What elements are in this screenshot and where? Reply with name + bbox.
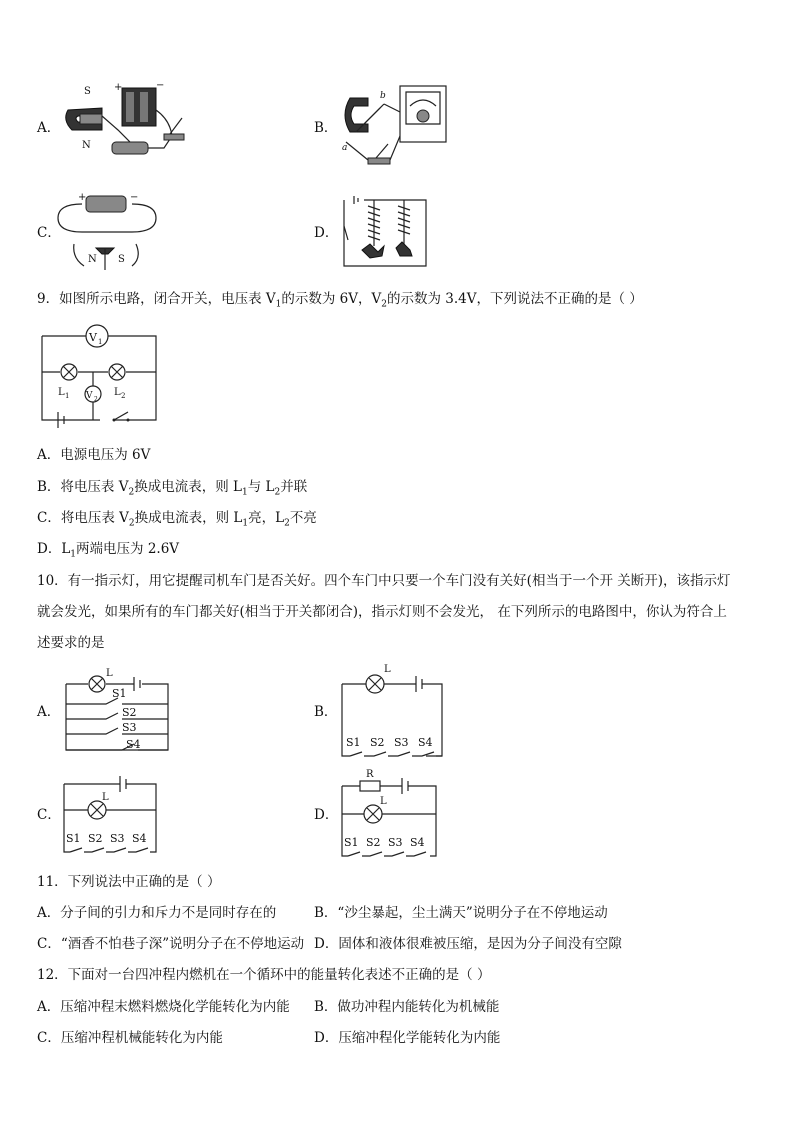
svg-text:S4: S4 [418,736,433,749]
svg-text:L: L [58,387,65,398]
q12-option-c: C．压缩冲程机械能转化为内能 [37,1030,223,1046]
q9-circuit-figure [36,320,166,430]
svg-text:S1: S1 [346,736,361,749]
q10-option-d-label: D． [314,807,339,823]
svg-text:V: V [86,391,93,401]
svg-text:S4: S4 [410,836,425,849]
svg-text:S3: S3 [394,736,409,749]
svg-text:S3: S3 [110,832,125,845]
q8-figure-d [340,196,430,271]
q10-option-c-label: C． [37,807,61,823]
q10-stem-line3: 述要求的是 [37,635,105,651]
q9-stem: 9．如图所示电路，闭合开关，电压表 $V_1$的示数为 6V，$V_2$的示数为 3.4V，下列说法不正确的是（ ） [37,291,643,310]
svg-text:S1: S1 [112,687,127,700]
svg-text:L: L [380,796,387,807]
svg-text:S2: S2 [366,836,381,849]
svg-text:1: 1 [65,392,70,400]
q10-circuit-a [62,664,174,756]
svg-text:S4: S4 [132,832,147,845]
q12-option-a: A．压缩冲程末燃料燃烧化学能转化为内能 [37,999,290,1015]
q11-option-a: A．分子间的引力和斥力不是同时存在的 [37,905,277,921]
svg-text:S4: S4 [126,738,141,751]
svg-text:N: N [88,254,97,265]
q10-stem-line1: 10．有一指示灯，用它提醒司机车门是否关好。四个车门中只要一个车门没有关好(相当于一个开 关断开)，该指示灯 [37,573,731,589]
q8-figure-a [60,80,200,160]
svg-text:2: 2 [121,392,126,400]
svg-text:L: L [384,664,391,675]
svg-text:b: b [380,91,386,101]
q10-circuit-d [338,766,442,862]
q11-option-c: C．“酒香不怕巷子深”说明分子在不停地运动 [37,936,305,952]
svg-text:S1: S1 [66,832,81,845]
svg-text:−: − [130,192,139,203]
q10-option-b-label: B． [314,704,338,720]
q11-option-d: D．固体和液体很难被压缩，是因为分子间没有空隙 [314,936,622,952]
svg-text:−: − [156,80,165,91]
q8-option-b-label: B． [314,120,338,136]
svg-text:+: + [78,192,87,203]
q8-figure-c [62,188,162,273]
q10-circuit-c [62,770,162,858]
q11-stem: 11．下列说法中正确的是（ ） [37,874,221,890]
q12-option-b: B．做功冲程内能转化为机械能 [314,999,500,1015]
svg-text:S: S [118,254,125,265]
svg-text:S3: S3 [122,721,137,734]
svg-text:N: N [82,140,91,151]
svg-text:S2: S2 [88,832,103,845]
svg-text:1: 1 [98,338,103,346]
svg-text:2: 2 [94,396,98,403]
svg-text:L: L [102,792,109,803]
q8-option-d-label: D． [314,225,339,241]
svg-text:L: L [106,668,113,679]
svg-text:S2: S2 [370,736,385,749]
q10-circuit-b [338,660,448,760]
q12-stem: 12．下面对一台四冲程内燃机在一个循环中的能量转化表述不正确的是（ ） [37,967,491,983]
q9-option-b: B．将电压表 $V_2$换成电流表，则 $L_1$与 $L_2$并联 [37,479,308,498]
q12-option-d: D．压缩冲程化学能转化为内能 [314,1030,501,1046]
q9-option-d: D．$L_1$两端电压为 2.6V [37,541,180,560]
q9-option-c: C．将电压表 $V_2$换成电流表，则 $L_1$亮，$L_2$不亮 [37,510,317,529]
svg-text:a: a [342,143,348,153]
svg-text:S3: S3 [388,836,403,849]
svg-text:R: R [366,769,374,780]
q8-figure-b [338,80,458,175]
q9-option-a: A．电源电压为 6V [37,447,151,463]
q8-option-c-label: C． [37,225,61,241]
svg-text:+: + [114,82,123,93]
q10-stem-line2: 就会发光，如果所有的车门都关好(相当于开关都闭合)，指示灯则不会发光， 在下列所示的电路图中，你认为符合上 [37,604,727,620]
svg-text:S: S [84,86,91,97]
q10-option-a-label: A． [37,704,61,720]
q8-option-a-label: A． [37,120,61,136]
svg-text:S2: S2 [122,706,137,719]
svg-text:S1: S1 [344,836,359,849]
svg-text:L: L [114,387,121,398]
q11-option-b: B．“沙尘暴起，尘土满天”说明分子在不停地运动 [314,905,608,921]
svg-text:V: V [89,331,97,344]
